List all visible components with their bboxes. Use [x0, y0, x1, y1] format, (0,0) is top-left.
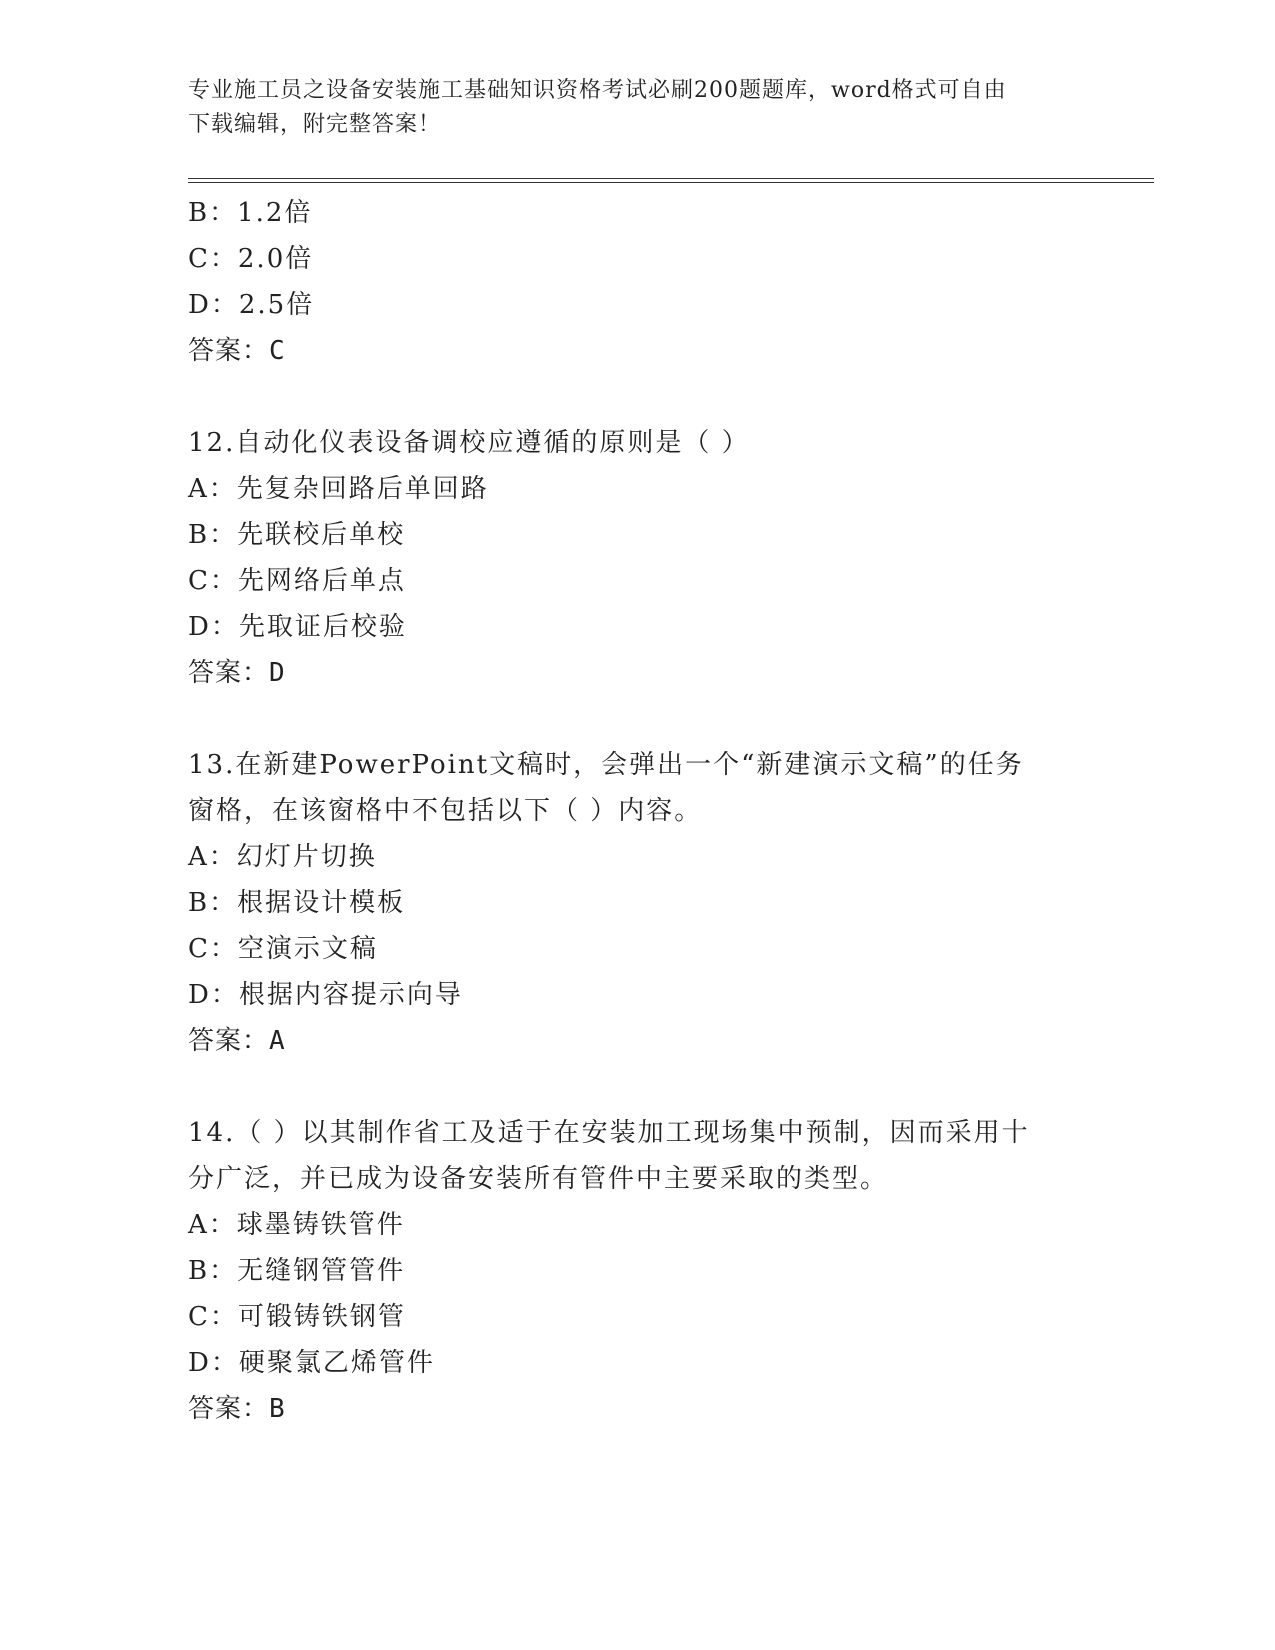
- document-header: [188, 74, 1068, 142]
- option-b: B：根据设计模板: [188, 888, 406, 918]
- answer-line: 答案：B: [188, 1394, 286, 1424]
- option-d: D：先取证后校验: [188, 612, 407, 642]
- option-a: A：先复杂回路后单回路: [188, 474, 489, 504]
- question-stem-line-2: 窗格，在该窗格中不包括以下（ ）内容。: [188, 796, 703, 826]
- header-divider-top: [188, 178, 1154, 179]
- option-a: A：球墨铸铁管件: [188, 1210, 405, 1240]
- option-c: C：先网络后单点: [188, 566, 406, 596]
- answer-line: 答案：A: [188, 1026, 286, 1056]
- answer-line: 答案：C: [188, 336, 286, 366]
- option-d: D：2.5倍: [188, 290, 315, 320]
- question-14: [188, 1110, 1068, 1432]
- question-stem-line-2: 分广泛，并已成为设备安装所有管件中主要采取的类型。: [188, 1164, 889, 1194]
- option-d: D：硬聚氯乙烯管件: [188, 1348, 435, 1378]
- question-13: [188, 742, 1068, 1064]
- header-line-2: 下载编辑，附完整答案！: [188, 112, 442, 137]
- option-c: C：2.0倍: [188, 244, 314, 274]
- question-11: [188, 190, 1068, 374]
- spacer: [188, 374, 1068, 420]
- option-c: C：空演示文稿: [188, 934, 378, 964]
- header-line-1: 专业施工员之设备安装施工基础知识资格考试必刷200题题库，word格式可自由: [188, 78, 1007, 103]
- header-divider-bottom: [188, 182, 1154, 183]
- option-a: A：幻灯片切换: [188, 842, 377, 872]
- spacer: [188, 1064, 1068, 1110]
- spacer: [188, 696, 1068, 742]
- option-d: D：根据内容提示向导: [188, 980, 463, 1010]
- question-stem: 12.自动化仪表设备调校应遵循的原则是（ ）: [188, 428, 750, 458]
- option-b: B：无缝钢管管件: [188, 1256, 406, 1286]
- option-c: C：可锻铸铁钢管: [188, 1302, 406, 1332]
- question-stem-line-1: 14.（ ）以其制作省工及适于在安装加工现场集中预制，因而采用十: [188, 1118, 1030, 1148]
- option-b: B：先联校后单校: [188, 520, 406, 550]
- question-stem-line-1: 13.在新建PowerPoint文稿时，会弹出一个“新建演示文稿”的任务: [188, 750, 1024, 780]
- question-12: [188, 420, 1068, 696]
- option-b: B：1.2倍: [188, 198, 313, 228]
- question-list: [188, 190, 1068, 1432]
- answer-line: 答案：D: [188, 658, 286, 688]
